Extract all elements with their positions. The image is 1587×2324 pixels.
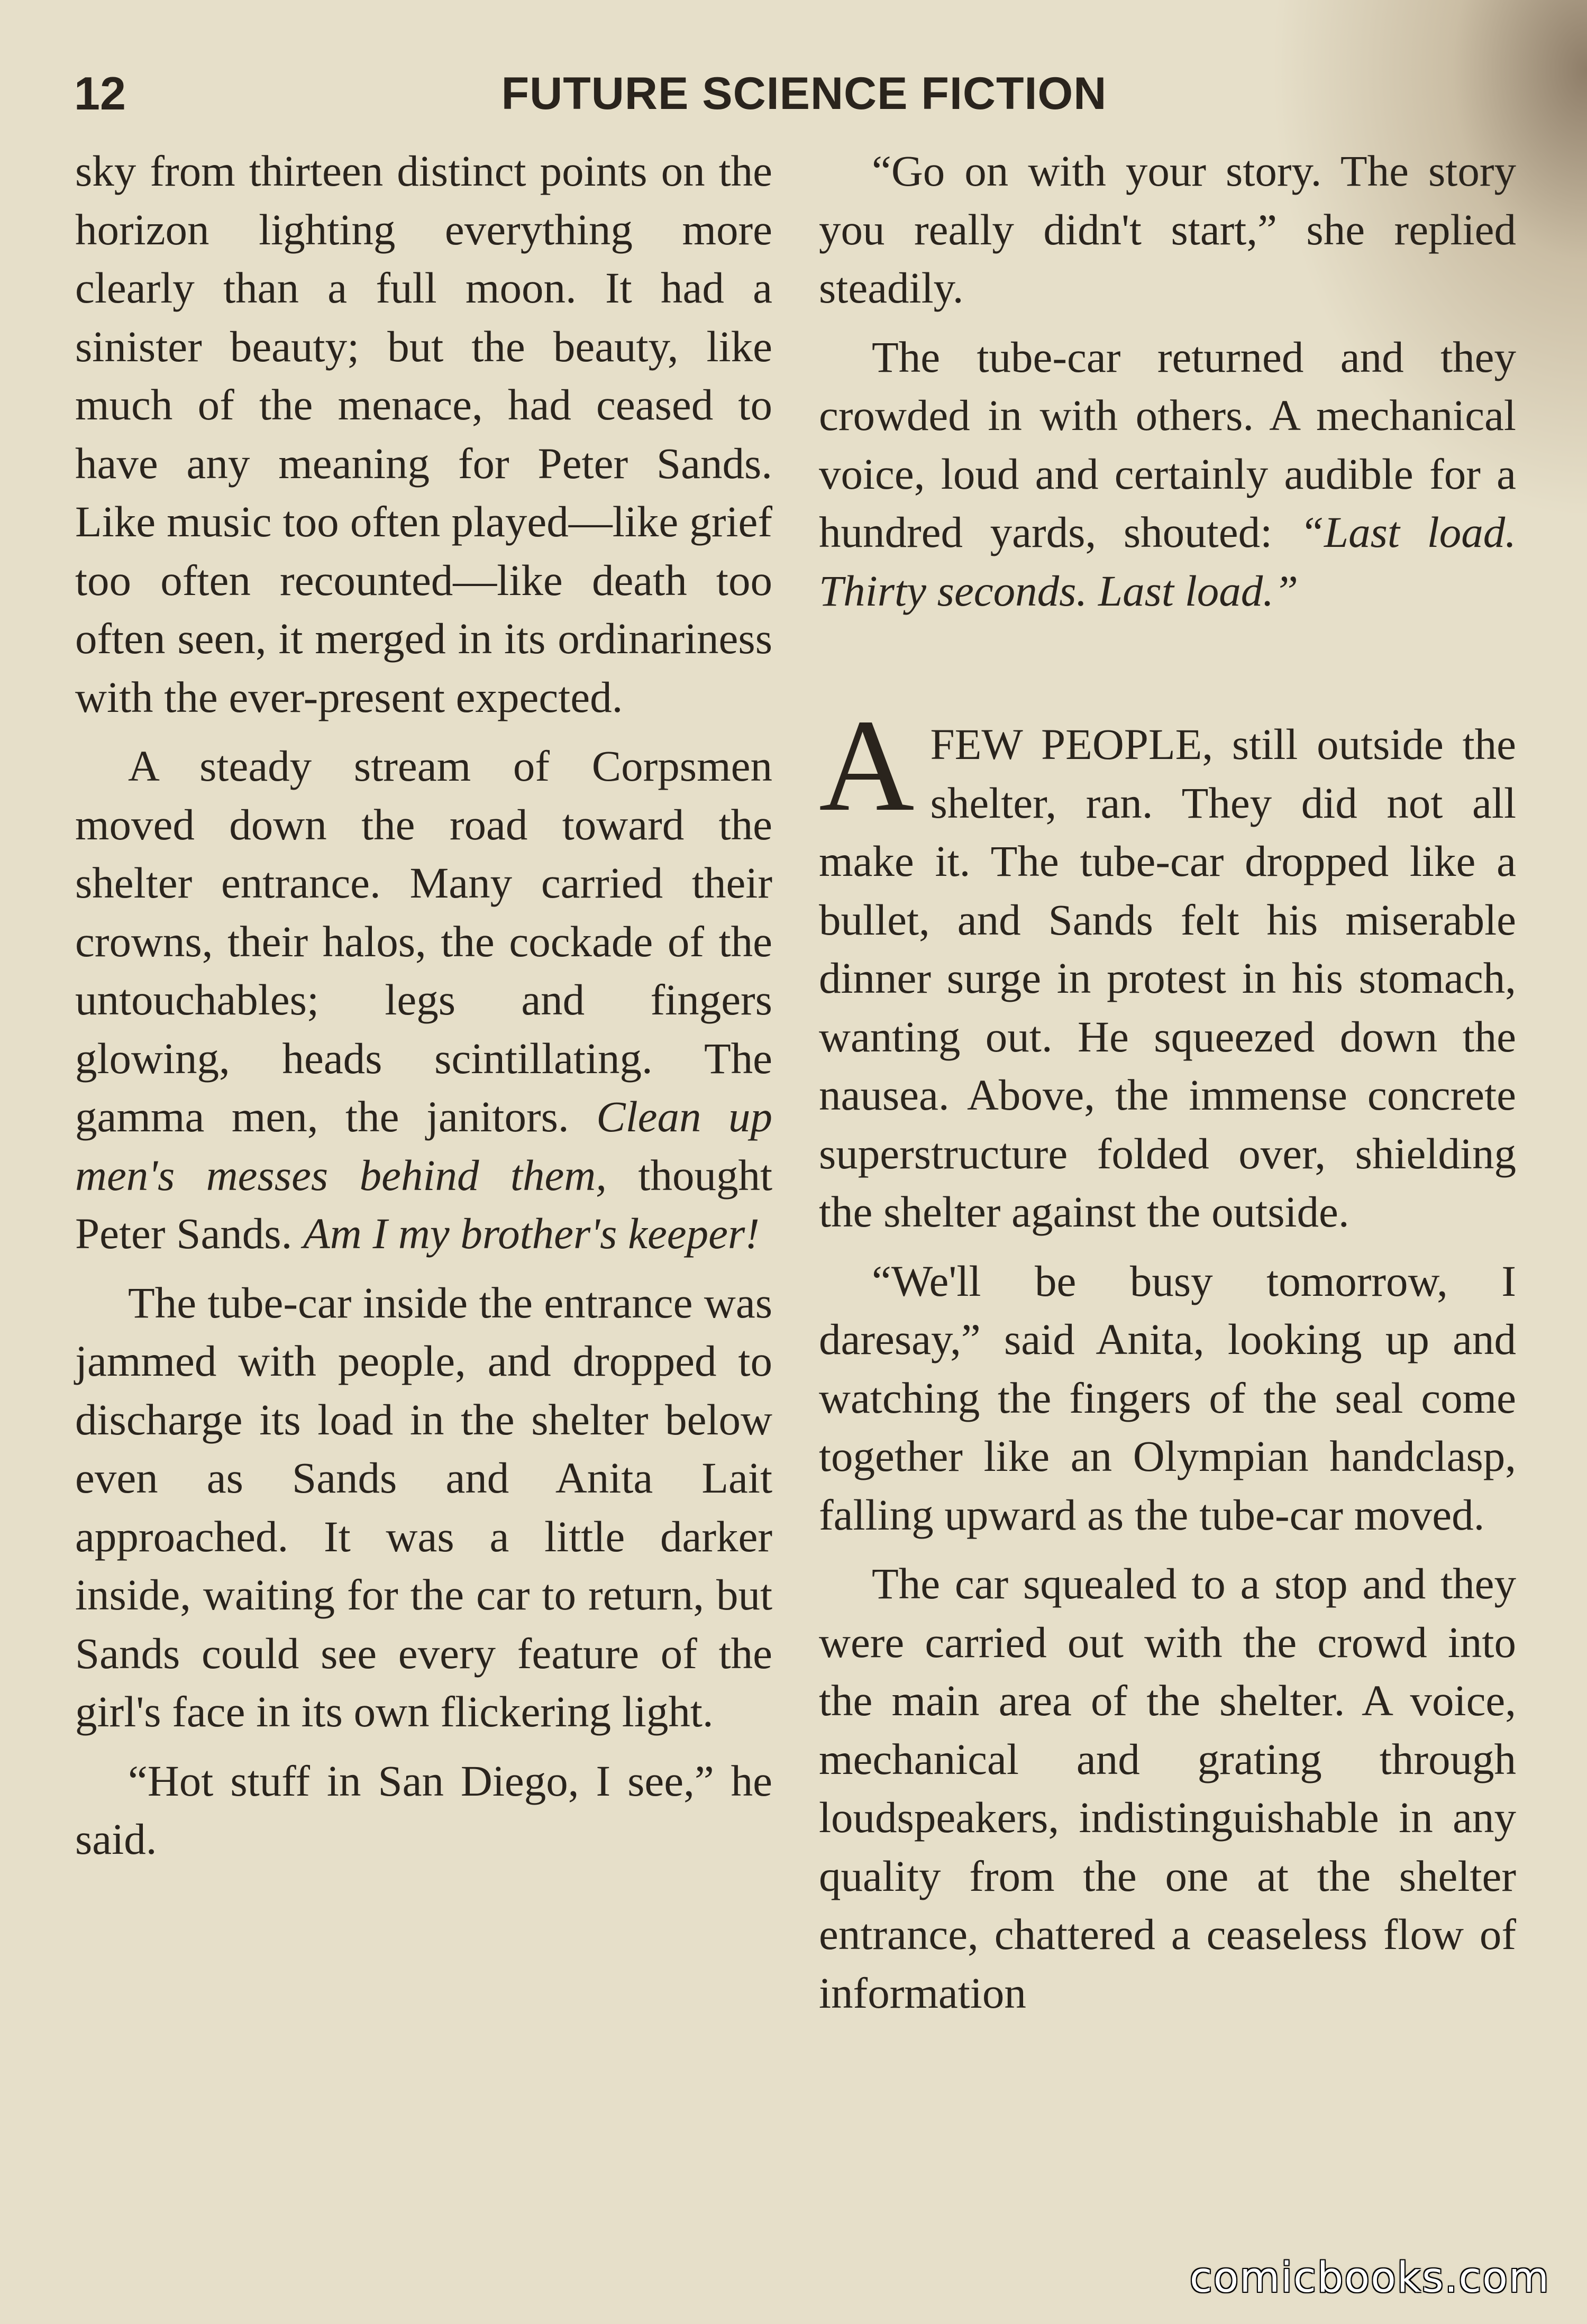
drop-cap: A xyxy=(819,692,915,839)
left-paragraph-1: sky from thirteen distinct points on the horizon lighting everything more clearly than a full moon. It had a sinister beauty; but the beauty, like much of the menace, had ceased to have any meaning for Peter Sands. Like music too often played—like grief too often recounted—like death too often seen, it merged in its ordinariness with the ever-present expected. xyxy=(75,147,772,721)
page-number: 12 xyxy=(74,67,126,120)
right-paragraph-2-text: The tube-car returned and they crowded in with others. A mechanical voice, loud and certainly audible for a hundred yards, shouted: xyxy=(819,332,1516,556)
right-paragraph-3 xyxy=(819,692,1516,1241)
left-paragraph-4: “Hot stuff in San Diego, I see,” he said. xyxy=(75,1756,772,1863)
right-paragraph-2 xyxy=(819,328,1516,620)
magazine-title: FUTURE SCIENCE FICTION xyxy=(501,68,1107,119)
left-paragraph-3: The tube-car inside the entrance was jammed with people, and dropped to discharge its load in the shelter below even as Sands and Anita Lait approached. It was a little darker inside, waiting for the car to return, but Sands could see every feature of the girl's face in its own flickering light. xyxy=(75,1278,772,1736)
watermark: comicbooks.com xyxy=(1189,2254,1550,2302)
right-paragraph-4: “We'll be busy tomorrow, I daresay,” said Anita, looking up and watching the fingers of the seal come together like an Olympian handclasp, falling upward as the tube-car moved. xyxy=(819,1256,1516,1539)
section-lead-caps: FEW PEOPLE xyxy=(930,720,1202,768)
left-paragraph-2-italic: Clean up men's messes behind them, xyxy=(75,1092,772,1200)
right-paragraph-2-italic: “Last load. Thirty seconds. Last load.” xyxy=(819,508,1516,615)
left-paragraph-2-mid: thought Peter Sands. xyxy=(75,1150,773,1258)
right-column xyxy=(819,142,1516,2022)
left-paragraph-2-text: A steady stream of Corpsmen moved down the road toward the shelter entrance. Many carried their crowns, their halos, the cockade of the untouchables; legs and fingers glowing, heads scintillating. The gamma men, the janitors. xyxy=(75,742,772,1141)
left-column xyxy=(75,142,772,1869)
left-paragraph-2-italic-2: Am I my brother's keeper! xyxy=(303,1209,760,1258)
right-paragraph-5: The car squealed to a stop and they were carried out with the crowd into the main area of the shelter. A voice, mechanical and grating through loudspeakers, indistinguishable in any quality from the one at the shelter entrance, chattered a ceaseless flow of information xyxy=(819,1559,1516,2017)
left-paragraph-2 xyxy=(75,737,772,1263)
right-paragraph-1: “Go on with your story. The story you really didn't start,” she replied steadily. xyxy=(819,147,1516,312)
page-header xyxy=(74,59,1534,128)
right-paragraph-3-text: , still outside the shelter, ran. They did not all make it. The tube-car dropped like a bullet, and Sands felt his miserable dinner surge in protest in his stomach, wanting out. He squeezed down the nausea. Above, the immense concrete superstructure folded over, shielding the shelter against the outside. xyxy=(819,720,1516,1236)
